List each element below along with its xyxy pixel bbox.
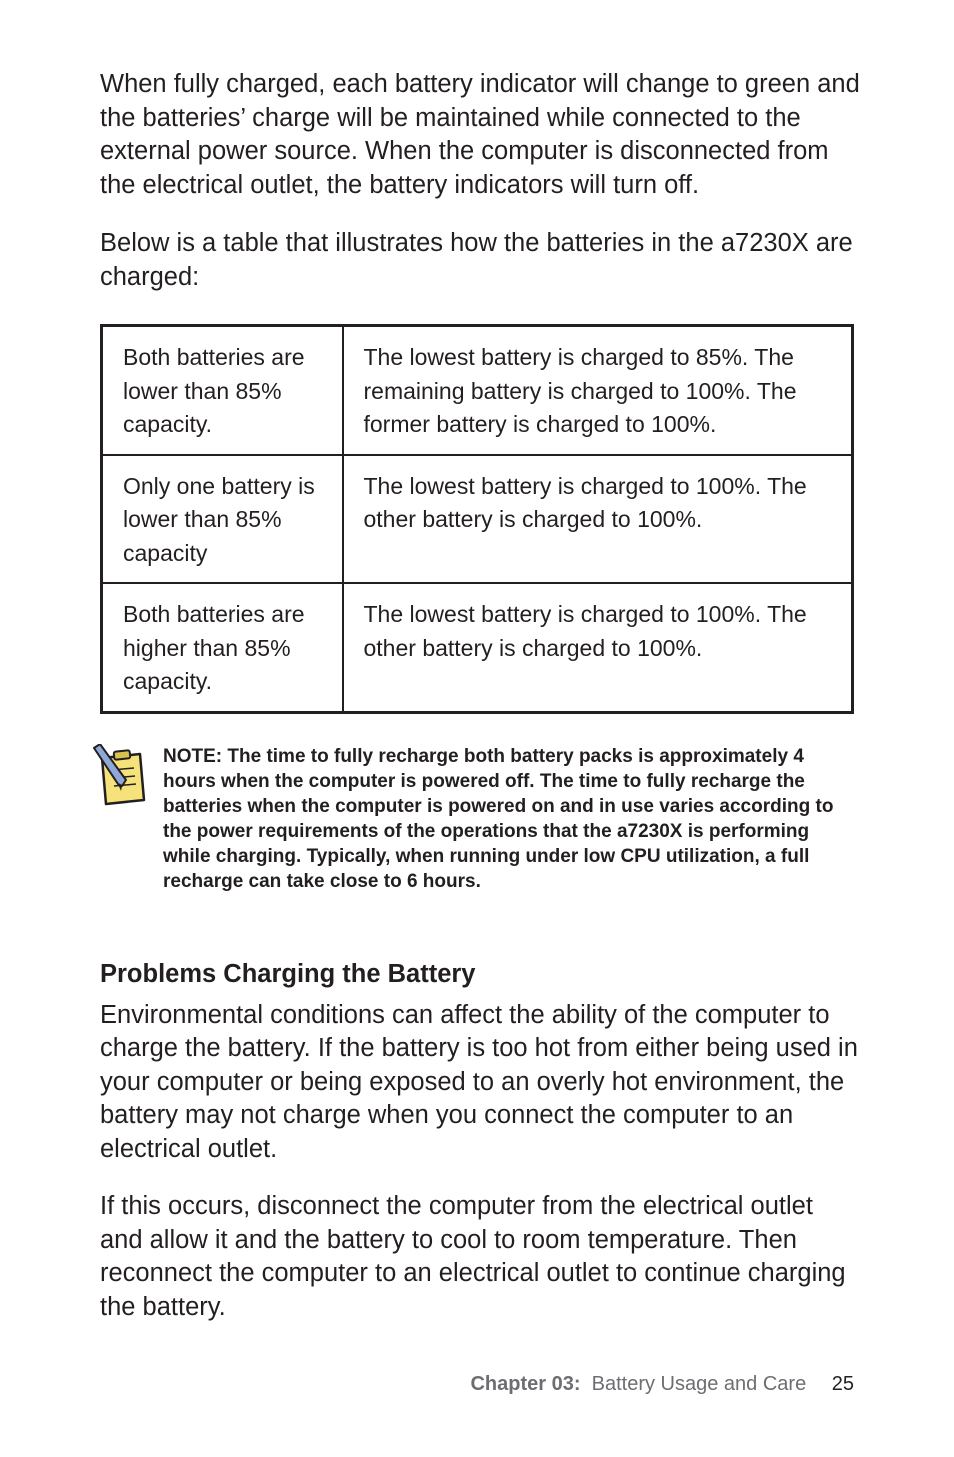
table-cell-condition: Only one battery is lower than 85% capacity <box>102 455 343 584</box>
section-heading: Problems Charging the Battery <box>100 959 476 988</box>
table-cell-result: The lowest battery is charged to 85%. The remaining battery is charged to 100%. The former battery is charged to 100%. <box>343 326 853 455</box>
note-text: NOTE: The time to fully recharge both battery packs is approximately 4 hours when the computer is powered off. The time to fully recharge the batteries when the computer is powered on and in use varies according to the power requirements of the operations that the a7230X is performing while charging. Typically, when running under low CPU utilization, a full recharge can take close to 6 hours. <box>163 745 834 892</box>
notepad-pencil-icon <box>92 744 148 808</box>
table-row <box>102 326 853 455</box>
page-content <box>100 68 860 1324</box>
intro-paragraph-1: When fully charged, each battery indicator will change to green and the batteries’ charge will be maintained while connected to the external power source. When the computer is disconnected from the electrical outlet, the battery indicators will turn off. <box>100 70 860 199</box>
page-footer <box>470 1371 854 1397</box>
table-row <box>102 583 853 712</box>
note-box <box>100 744 860 904</box>
footer-chapter-title: Battery Usage and Care <box>591 1373 807 1395</box>
page-number: 25 <box>831 1373 854 1395</box>
table-row <box>102 455 853 584</box>
table-cell-condition: Both batteries are lower than 85% capacity. <box>102 326 343 455</box>
battery-charging-table <box>100 324 854 714</box>
table-cell-result: The lowest battery is charged to 100%. The other battery is charged to 100%. <box>343 455 853 584</box>
table-cell-condition: Both batteries are higher than 85% capacity. <box>102 583 343 712</box>
footer-chapter-label: Chapter 03: <box>470 1373 581 1395</box>
table-cell-result: The lowest battery is charged to 100%. The other battery is charged to 100%. <box>343 583 853 712</box>
problems-paragraph-2: If this occurs, disconnect the computer from the electrical outlet and allow it and the battery to cool to room temperature. Then reconnect the computer to an electrical outlet to continue charging the battery. <box>100 1192 846 1321</box>
problems-paragraph-1: Environmental conditions can affect the ability of the computer to charge the battery. If the battery is too hot from either being used in your computer or being exposed to an overly hot environment, the battery may not charge when you connect the computer to an electrical outlet. <box>100 1000 858 1163</box>
intro-paragraph-2: Below is a table that illustrates how the batteries in the a7230X are charged: <box>100 229 853 291</box>
